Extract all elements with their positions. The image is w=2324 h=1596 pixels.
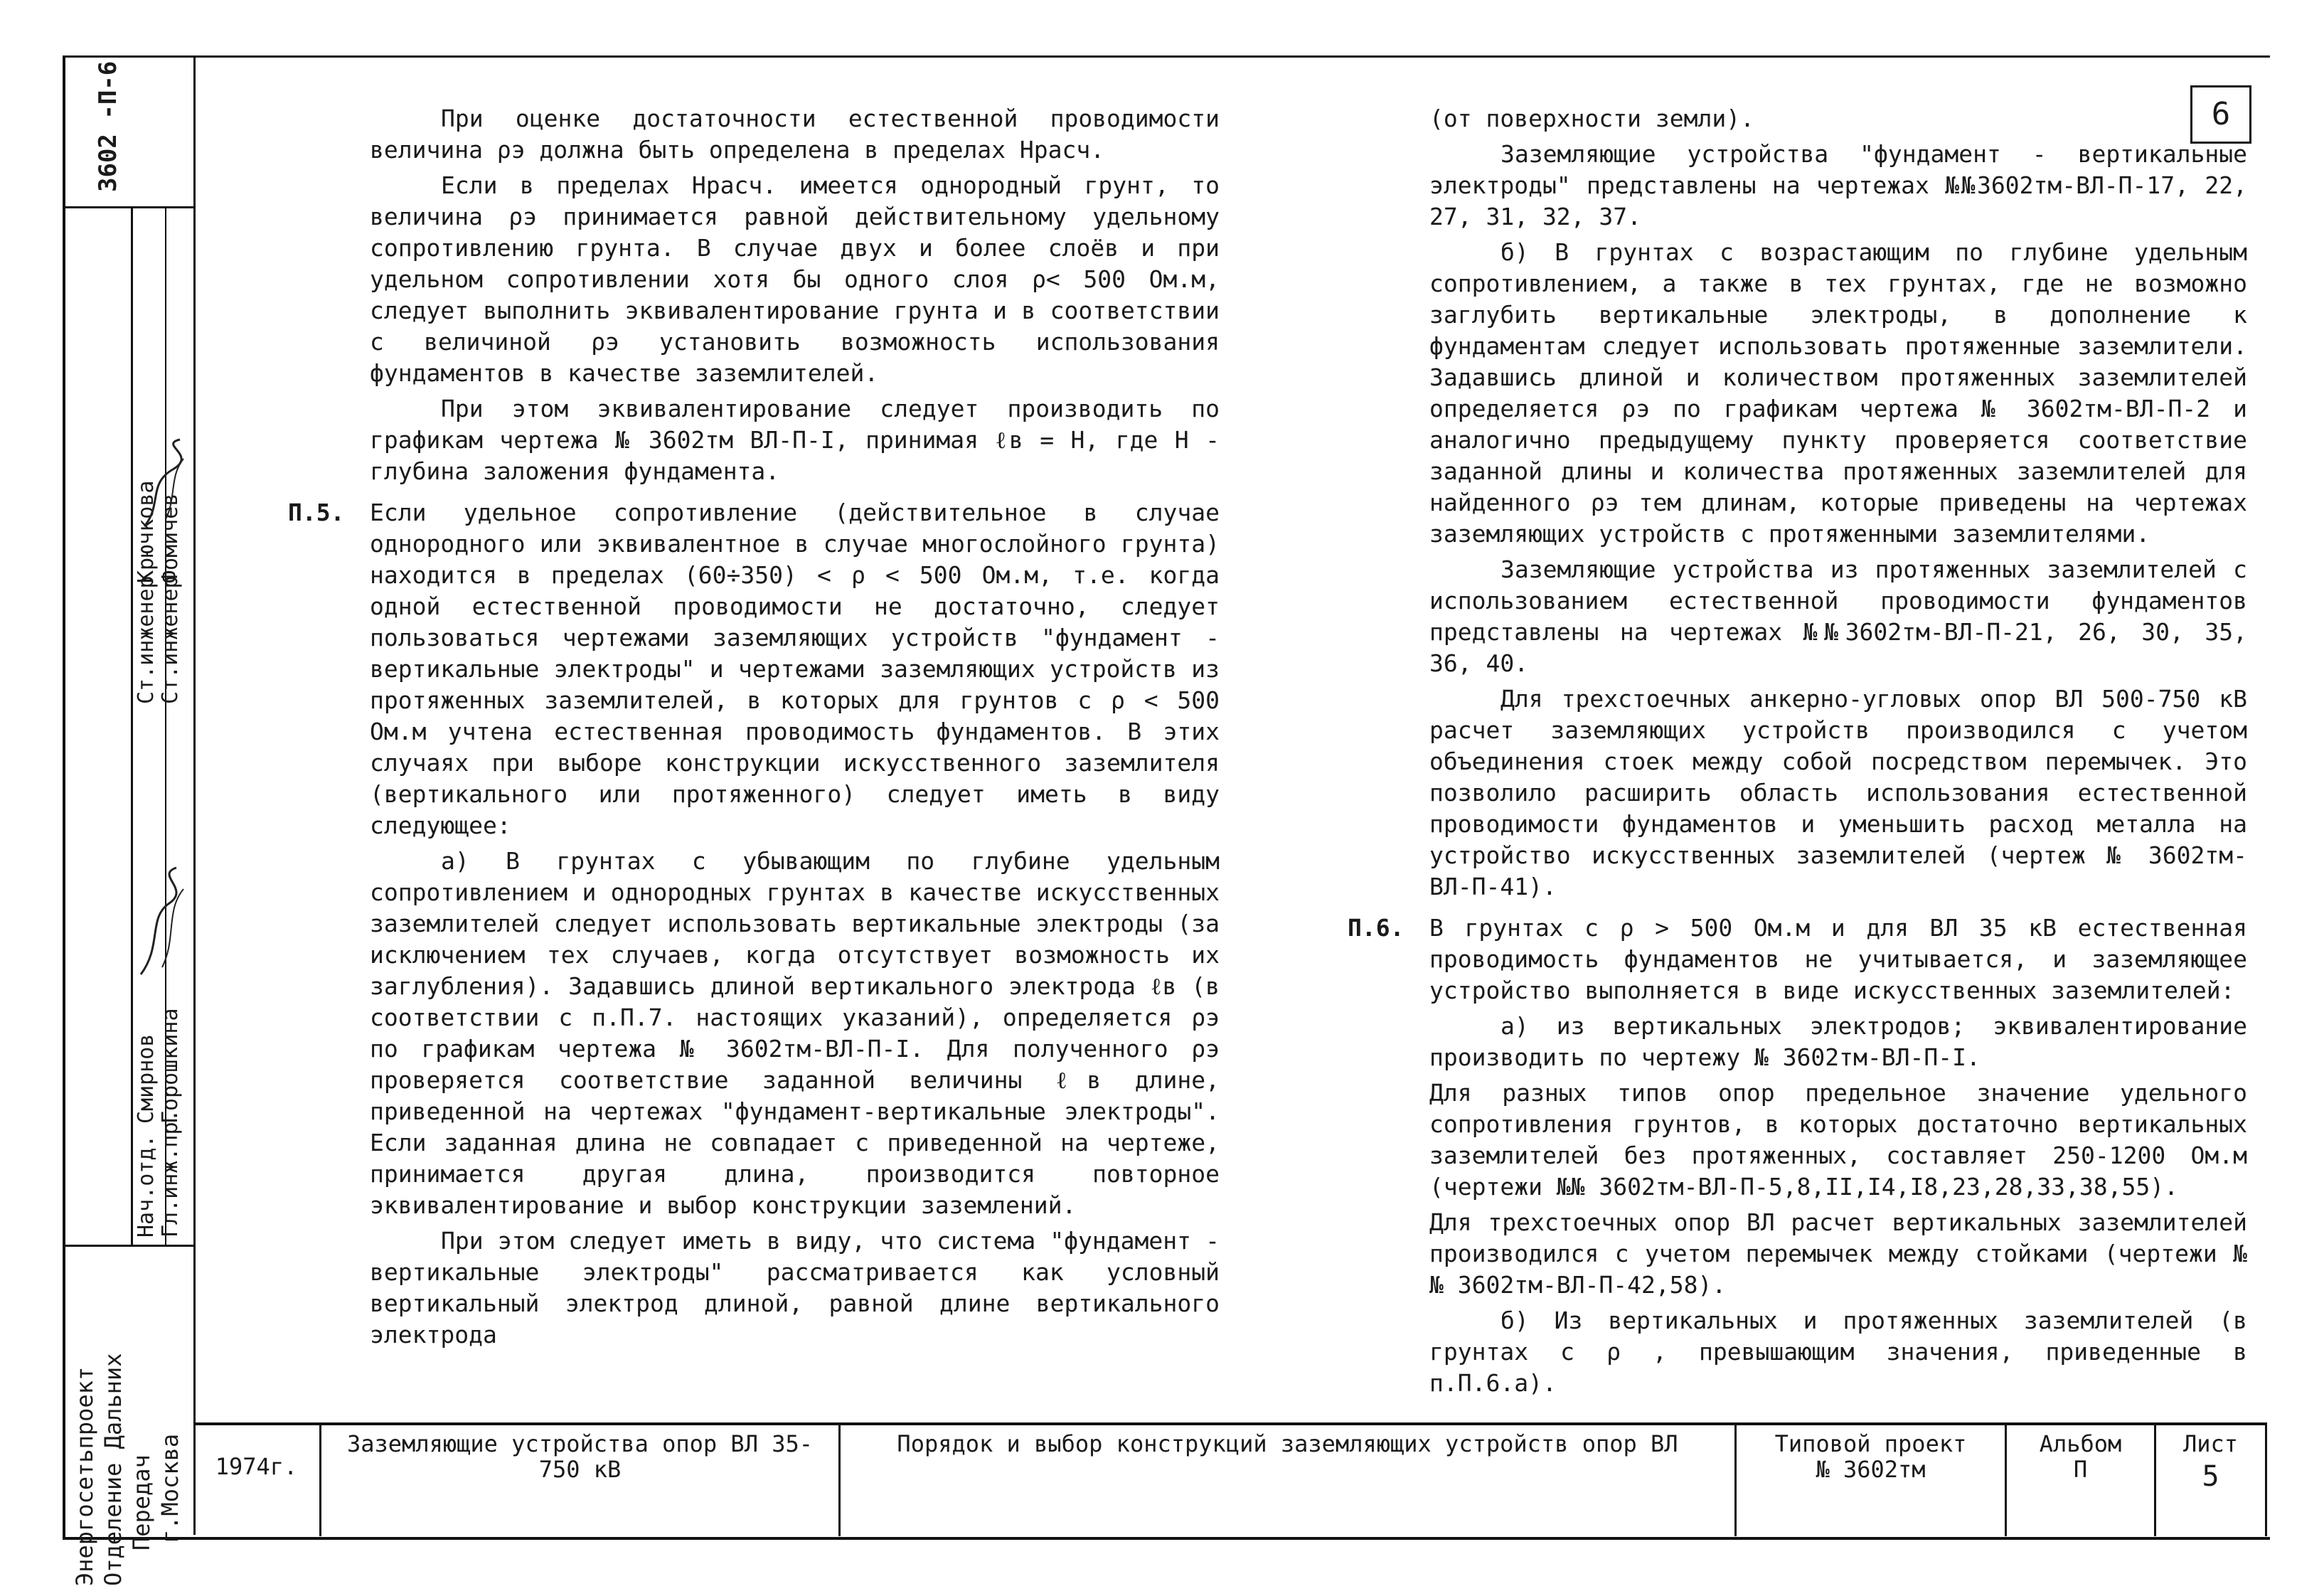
right-para-3: б) В грунтах с возрастающим по глубине удельным сопротивлением, а также в тех грунтах, где не возможно заглубить вертикальные электроды, в дополнение к фундаментам следует использовать протяженные заземлители. Задавшись длиной и количеством протяженных заземлителей определяется ρэ по графикам чертежа № 3602тм-ВЛ-П-2 и аналогично предыдущему пункту проверяется соответствие заданной длины и количества протяженных заземлителей для найденного ρэ тем длинам, которые приведены на чертежах заземляющих устройств с протяженными заземлителями. [1429,238,2247,548]
left-column [288,103,1220,1355]
signature-name-3: Крючкова [134,480,159,583]
left-para-5: а) В грунтах с убывающим по глубине удельным сопротивлением и однородных грунтах в качестве искусственных заземлителей следует использовать вертикальные электроды (за исключением тех случаев, когда отсутствует возможность их заглубления). Задавшись длиной вертикального электрода ℓв (в соответствии с п.П.7. настоящих указаний), определяется ρэ по графикам чертежа № 3602тм-ВЛ-П-I. Для полученного ρэ проверяется соответствие заданной величины ℓв длине, приведенной на чертежах "фундамент-вертикальные электроды". Если заданная длина не совпадает с приведенной на чертеже, принимается другая длина, производится повторное эквивалентирование и выбор конструкции заземлений. [370,847,1220,1219]
signature-scribble-2 [134,434,191,533]
project-number: № 3602тм [1816,1456,1926,1483]
right-para-8: Для разных типов опор предельное значение удельного сопротивления грунтов, в которых достаточно вертикальных заземлителей без протяженных, составляет 250-1200 Ом.м (чертежи №№ 3602тм-ВЛ-П-5,8,II,I4,I8,23,28,33,38,55). [1429,1079,2247,1201]
sheet-label: Лист [2182,1430,2239,1457]
left-para-4 [288,497,1220,841]
right-para-4: Заземляющие устройства из протяженных заземлителей с использованием естественной проводимости фундаментов представлены на чертежах №№3602тм-ВЛ-П-21, 26, 30, 35, 36, 40. [1429,555,2247,677]
right-para-6-text: В грунтах с ρ > 500 Ом.м и для ВЛ 35 кВ естественная проводимость фундаментов не учитывается, и заземляющее устройство выполняется в виде искусственных заземлителей: [1429,914,2247,1004]
signature-scribble-1 [134,861,191,981]
right-para-9: Для трехстоечных опор ВЛ расчет вертикальных заземлителей производился с учетом перемычек между стойками (чертежи №№ 3602тм-ВЛ-П-42,58). [1429,1208,2247,1299]
title-block-object: Заземляющие устройства опор ВЛ 35-750 кВ [321,1425,841,1536]
title-block-project [1737,1425,2007,1536]
signature-name-2: Горошкина [158,1008,183,1124]
org-line-1: Энергосетьпроект [71,1366,98,1586]
title-block-sheet [2156,1425,2267,1536]
album-value: П [2073,1456,2088,1483]
right-para-5: Для трехстоечных анкерно-угловых опор ВЛ 500-750 кВ расчет заземляющих устройств производился с учетом объединения стоек между собой посредством перемычек. Это позволило расширить область использования естественной проводимости фундаментов и уменьшить расход металла на устройство искусственных заземлителей (чертеж № 3602тм-ВЛ-П-41). [1429,685,2247,900]
section-marker-p5: П.5. [288,499,345,526]
title-block [193,1422,2267,1536]
album-label: Альбом [2039,1430,2122,1457]
signature-role-2: Гл.инж.пр. [158,1109,183,1238]
corner-sheet-number: 6 [2190,85,2251,144]
side-stamp-code: 3602 -П-6 [94,60,122,192]
side-stamp [65,57,196,1586]
org-line-2: Отделение Дальних [100,1353,127,1586]
project-label: Типовой проект [1774,1430,1967,1457]
signature-role-4: Ст.инженер [158,575,183,704]
side-code-box [65,57,193,208]
right-para-2: Заземляющие устройства "фундамент - вертикальные электроды" представлены на чертежах №№3602тм-ВЛ-П-17, 22, 27, 31, 32, 37. [1429,140,2247,230]
org-line-4: г.Москва [156,1433,183,1543]
signature-name-4: Фомичев [158,493,183,583]
right-para-6 [1348,913,2247,1006]
sheet-value: 5 [2202,1460,2219,1493]
title-block-title: Порядок и выбор конструкций заземляющих устройств опор ВЛ [841,1425,1737,1536]
right-para-10: б) Из вертикальных и протяженных заземлителей (в грунтах с ρ , превышающим значения, приведенные в п.П.6.а). [1429,1307,2247,1397]
signature-role-3: Ст.инженер [134,575,159,704]
left-para-1: При оценке достаточности естественной проводимости величина ρэ должна быть определена в пределах Нрасч. [370,105,1220,164]
signature-role-1: Нач.отд. [134,1134,159,1238]
signature-name-1: Смирнов [134,1033,159,1124]
right-para-1: (от поверхности земли). [1429,105,1754,132]
left-para-2: Если в пределах Нрасч. имеется однородный грунт, то величина ρэ принимается равной действительному удельному сопротивлению грунта. В случае двух и более слоёв и при удельном сопротивлении хотя бы одного слоя ρ< 500 Ом.м, следует выполнить эквивалентирование грунта и в соответствии с величиной ρэ установить возможность использования фундаментов в качестве заземлителей. [370,171,1220,387]
right-para-7: а) из вертикальных электродов; эквивалентирование производить по чертежу № 3602тм-ВЛ-П-I. [1429,1012,2247,1071]
org-line-3: Передач [128,1454,155,1550]
left-para-3: При этом эквивалентирование следует производить по графикам чертежа № 3602тм ВЛ-П-I, принимая ℓв = Н, где Н - глубина заложения фундамента. [370,395,1220,485]
title-block-year: 1974г. [193,1425,321,1536]
title-block-album [2007,1425,2156,1536]
left-para-6: При этом следует иметь в виду, что система "фундамент - вертикальные электроды" рассматривается как условный вертикальный электрод длиной, равной длине вертикального электрода [370,1227,1220,1348]
left-para-4-text: Если удельное сопротивление (действительное в случае однородного или эквивалентное в случае многослойного грунта) находится в пределах (60÷350) < ρ < 500 Ом.м, т.е. когда одной естественной проводимости не достаточно, следует пользоваться чертежами заземляющих устройств "фундамент - вертикальные электроды" и чертежами заземляющих устройств из протяженных заземлителей, в которых для грунтов с ρ < 500 Ом.м учтена естественная проводимость фундаментов. В этих случаях при выборе конструкции искусственного заземлителя (вертикального или протяженного) следует иметь в виду следующее: [370,499,1220,839]
section-marker-p6: П.6. [1348,914,1404,942]
right-column [1348,103,2247,1403]
